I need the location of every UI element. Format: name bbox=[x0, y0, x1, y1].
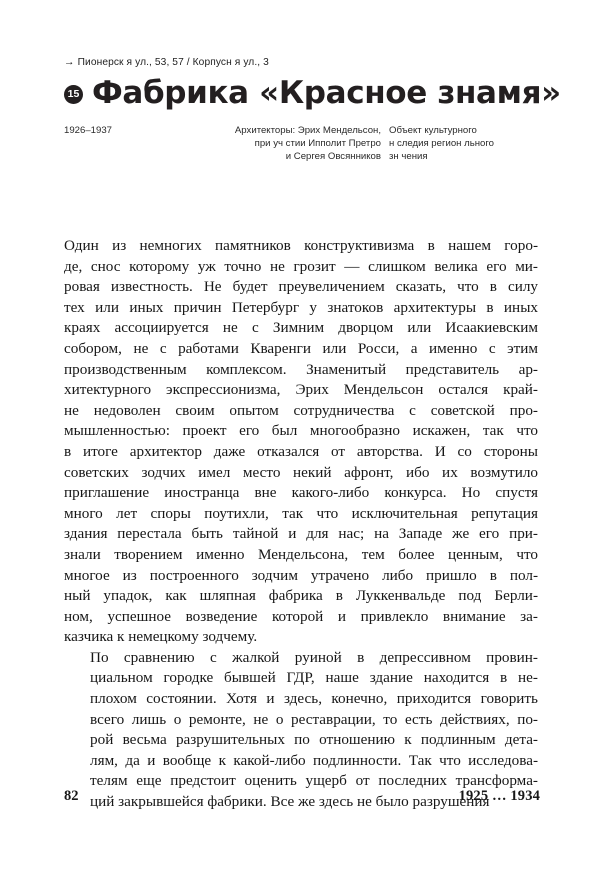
body-line: хитектурного экспрессионизма, Эрих Мендельсон остался край- bbox=[64, 381, 538, 399]
meta-architects-line-3: и Сергея Овсянников bbox=[285, 151, 381, 163]
meta-architects-line-1: Архитекторы: Эрих Мендельсон, bbox=[234, 125, 381, 136]
body-line: ций закрывшейся фабрики. Все же здесь не было разрушения bbox=[90, 793, 490, 811]
body-line: ровая известность. Не будет преувеличением сказать, что в силу bbox=[64, 278, 538, 296]
body-line: много лет споры поутихли, так что исключительная репутация bbox=[64, 504, 538, 522]
body-line: всего лишь о ремонте, не о реставрации, то есть действиях, по- bbox=[90, 710, 538, 728]
body-text bbox=[64, 236, 538, 813]
body-line: ный упадок, как шляпная фабрика в Луккенвальде под Берли- bbox=[64, 587, 538, 605]
meta-architects bbox=[185, 124, 381, 164]
body-line: казчика к немецкому зодчему. bbox=[64, 628, 258, 646]
address-text: Пионерск я ул., 53, 57 / Корпусн я ул., 3 bbox=[77, 57, 269, 68]
body-line: телям еще предстоит оценить ущерб от последних трансформа- bbox=[90, 772, 538, 790]
body-line: тех или иных причин Петербург у знатоков архитектуры в иных bbox=[64, 298, 538, 316]
body-line: краях ассоциируется не с Зимним дворцом или Исаакиевским bbox=[64, 319, 538, 337]
body-line: в итоге архитектор даже отказался от авторства. И со стороны bbox=[64, 442, 538, 460]
body-line: собором, не с работами Кваренги или Росси, а именно с этим bbox=[64, 339, 538, 357]
page-title: Фабрика «Красное знамя» bbox=[92, 75, 561, 111]
meta-years bbox=[64, 124, 174, 137]
body-line: Один из немногих памятников конструктивизма в нашем горо- bbox=[64, 237, 538, 254]
meta-heritage-status bbox=[389, 124, 540, 164]
meta-status-line-3: зн чения bbox=[389, 151, 428, 163]
body-line: циальном городке бывшей ГДР, наше здание находится в не- bbox=[90, 669, 538, 687]
body-line: советских зодчих имел место некий афронт, ибо их возмутило bbox=[64, 463, 538, 481]
body-line: знали творением именно Мендельсона, тем более ценным, что bbox=[64, 545, 538, 563]
body-line: лям, да и вообще к какой-либо подлинности. Так что исследова- bbox=[90, 751, 538, 769]
body-line: По сравнению с жалкой руиной в депрессивном провин- bbox=[90, 648, 538, 666]
entry-number-badge: 15 bbox=[64, 85, 83, 104]
body-line: здания перестала быть тайной и для нас; на Западе же его при- bbox=[64, 525, 538, 543]
page-header bbox=[64, 55, 561, 111]
meta-status-line-1: Объект культурного bbox=[389, 125, 477, 136]
body-line: приглашение иностранца вне какого-либо конкурса. Но спустя bbox=[64, 484, 538, 502]
page-number: 82 bbox=[64, 788, 79, 804]
page-footer bbox=[64, 788, 540, 805]
body-line: мышленностью: проект его был многообразно искажен, так что bbox=[64, 422, 538, 440]
body-line: плохом состоянии. Хотя и здесь, конечно, приходится говорить bbox=[90, 690, 538, 708]
body-line: ном, успешное возведение которой и привлекло внимание за- bbox=[64, 607, 538, 625]
body-line: производственным комплексом. Знаменитый представитель ар- bbox=[64, 360, 538, 378]
arrow-right-icon: → bbox=[64, 56, 75, 68]
meta-status-line-2: н следия регион льного bbox=[389, 138, 494, 150]
body-line: рой весьма разрушительных по отношению к подлинным дета- bbox=[90, 731, 538, 749]
body-line: многое из построенного зодчим утрачено либо пришло в пол- bbox=[64, 566, 538, 584]
footer-date-range: 1925 … 1934 bbox=[458, 788, 540, 804]
address-line bbox=[64, 55, 540, 70]
body-line: де, снос которому уж точно не грозит — слишком велика его ми- bbox=[64, 257, 538, 275]
body-paragraph bbox=[64, 236, 538, 648]
title-row bbox=[64, 75, 561, 111]
meta-years-value: 1926–1937 bbox=[64, 125, 113, 136]
body-line: не недоволен своим опытом сотрудничества с советской про- bbox=[64, 401, 538, 419]
meta-architects-line-2: при уч стии Ипполит Претро bbox=[254, 138, 381, 150]
